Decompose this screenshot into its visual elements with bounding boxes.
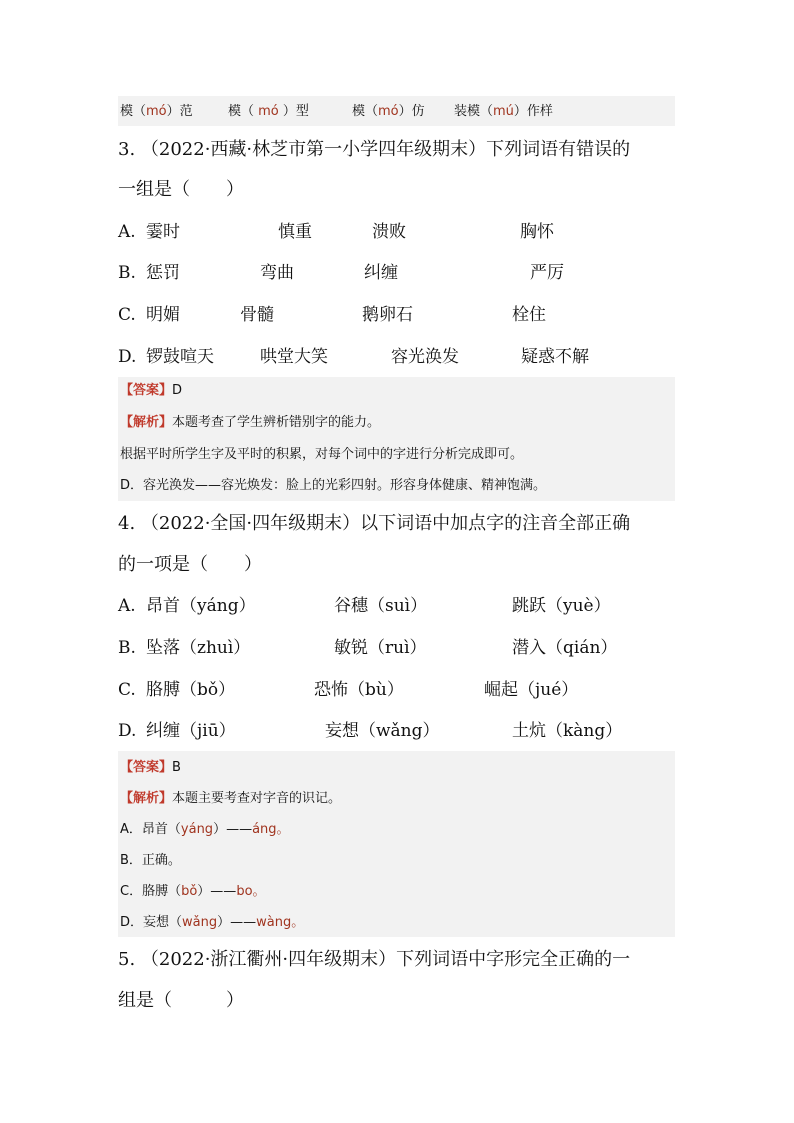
q3-analysis-2: 根据平时所学生字及平时的积累，对每个词中的字进行分析完成即可。 <box>120 447 524 462</box>
q3-answer: 【答案】D <box>120 383 183 398</box>
top-answer-box: 模（mó）范 模（ mó ）型 模（mó）仿 装模（mú）作样 <box>118 96 675 126</box>
q3-stem-line2: 一组是（ ） <box>118 179 244 200</box>
q4-analysis-d: D．妄想（wǎng）——wàng。 <box>120 915 305 930</box>
q3-stem-line1: 3. （2022·西藏·林芝市第一小学四年级期末）下列词语有错误的 <box>118 139 631 160</box>
q5-stem-line1: 5. （2022·浙江衢州·四年级期末）下列词语中字形完全正确的一 <box>118 949 631 970</box>
q3-analysis-3: D．容光涣发——容光焕发：脸上的光彩四射。形容身体健康、精神饱满。 <box>120 478 547 493</box>
q4-analysis-b: B．正确。 <box>120 853 181 868</box>
q4-analysis-a: A．昂首（yáng）——áng。 <box>120 822 290 837</box>
q3-analysis: 【解析】本题考查了学生辨析错别字的能力。 <box>120 415 381 430</box>
q4-analysis: 【解析】本题主要考查对字音的识记。 <box>120 791 342 806</box>
q4-answer-box <box>118 751 675 937</box>
q4-answer: 【答案】B <box>120 760 181 775</box>
q3-answer-box <box>118 377 675 501</box>
q4-stem-line2: 的一项是（ ） <box>118 554 262 575</box>
q4-stem-line1: 4. （2022·全国·四年级期末）以下词语中加点字的注音全部正确 <box>118 513 631 534</box>
q4-analysis-c: C．胳膊（bǒ）——bo。 <box>120 884 266 899</box>
q5-stem-line2: 组是（ ） <box>118 990 244 1011</box>
